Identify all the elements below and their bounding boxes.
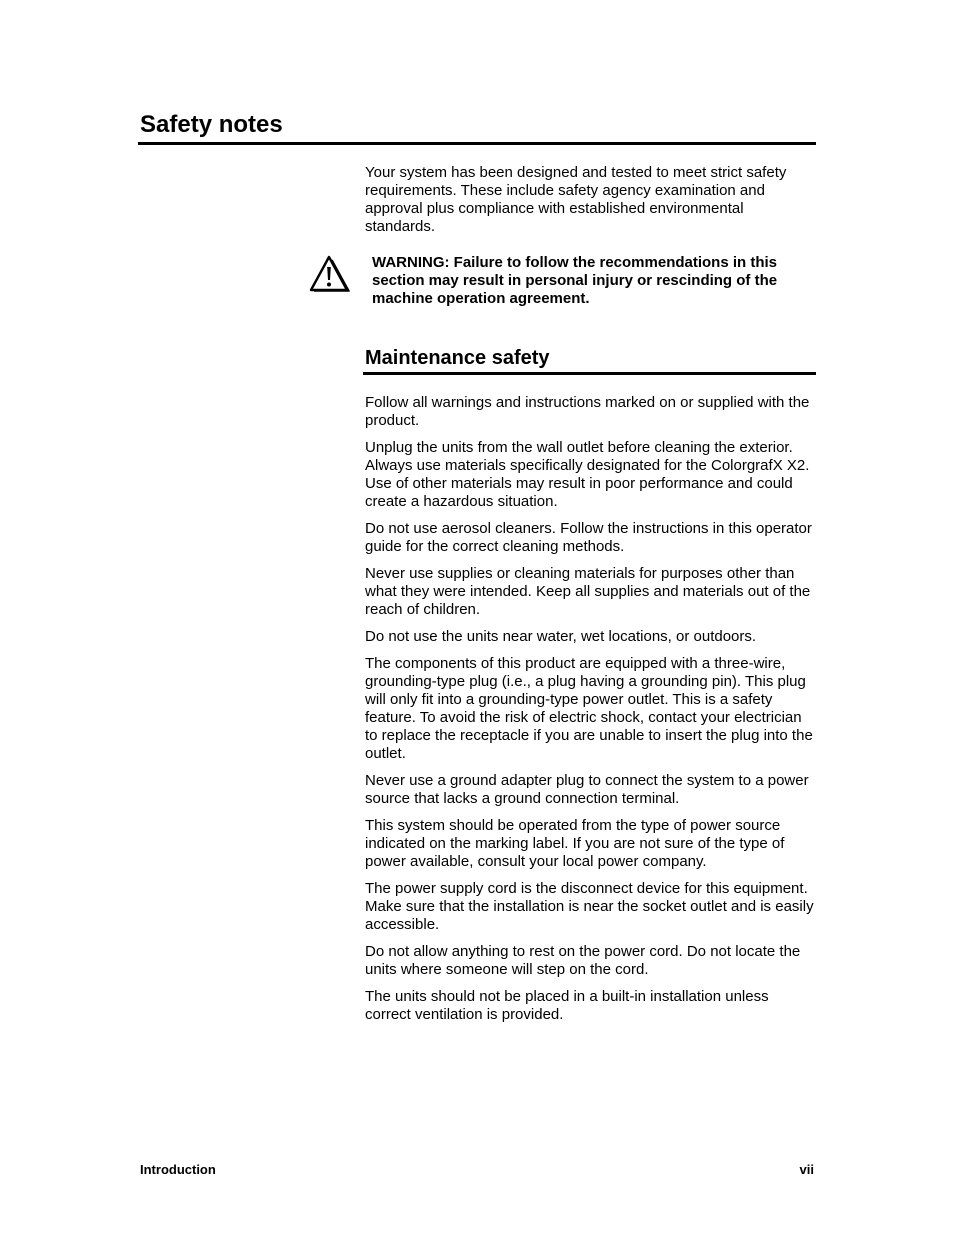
section-rule	[363, 372, 816, 375]
page-title: Safety notes	[140, 111, 283, 138]
paragraph: Do not use the units near water, wet locations, or outdoors.	[365, 628, 757, 645]
paragraph: The power supply cord is the disconnect device for this equipment. Make sure that the installation is near the socket outlet and is easily accessible.	[365, 880, 814, 933]
warning-triangle-icon	[308, 254, 350, 294]
paragraph: Follow all warnings and instructions marked on or supplied with the product.	[365, 394, 810, 429]
title-rule	[138, 142, 816, 145]
paragraph: Do not use aerosol cleaners. Follow the instructions in this operator guide for the correct cleaning methods.	[365, 520, 812, 555]
paragraph: Unplug the units from the wall outlet before cleaning the exterior. Always use materials specifically designated for the ColorgrafX X2. Use of other materials may result in poor performance and could create a hazardous situation.	[365, 439, 810, 510]
section-title: Maintenance safety	[365, 347, 550, 369]
warning-text: WARNING: Failure to follow the recommendations in this section may result in personal injury or rescinding of the machine operation agreement.	[372, 254, 778, 307]
paragraph: The components of this product are equipped with a three-wire, grounding-type plug (i.e., a plug having a grounding pin). This plug will only fit into a grounding-type power outlet. This is a safety feature. To avoid the risk of electric shock, contact your electrician to replace the receptacle if you are unable to insert the plug into the outlet.	[365, 655, 813, 762]
paragraph: This system should be operated from the type of power source indicated on the marking label. If you are not sure of the type of power available, consult your local power company.	[365, 817, 785, 870]
intro-paragraph: Your system has been designed and tested to meet strict safety requirements. These include safety agency examination and approval plus compliance with established environmental standards.	[365, 164, 787, 235]
paragraph: Never use supplies or cleaning materials for purposes other than what they were intended. Keep all supplies and materials out of the reach of children.	[365, 565, 811, 618]
footer-section-name: Introduction	[140, 1162, 216, 1177]
footer-page-number: vii	[799, 1162, 814, 1177]
paragraph: Do not allow anything to rest on the power cord. Do not locate the units where someone will step on the cord.	[365, 943, 801, 978]
paragraph: The units should not be placed in a built-in installation unless correct ventilation is provided.	[365, 988, 769, 1023]
maintenance-paragraphs	[365, 394, 817, 1033]
paragraph: Never use a ground adapter plug to connect the system to a power source that lacks a ground connection terminal.	[365, 772, 809, 807]
